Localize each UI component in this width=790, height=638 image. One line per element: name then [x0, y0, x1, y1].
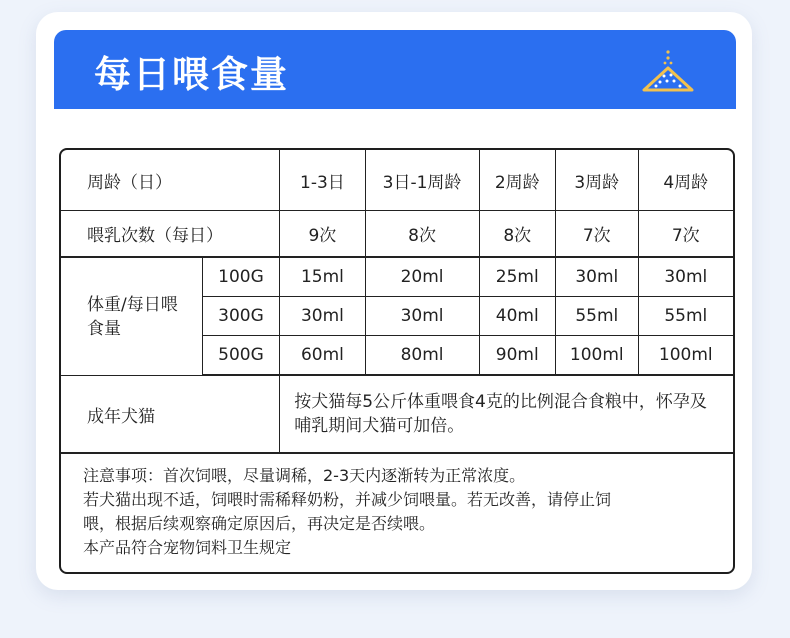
age-label: 周龄（日） — [61, 150, 280, 211]
notes-cell — [61, 454, 733, 572]
weight-label-text: 体重/每日喂食量 — [87, 294, 178, 339]
weight-row-100g — [61, 258, 733, 297]
frequency-value: 8次 — [480, 211, 557, 258]
frequency-value: 7次 — [556, 211, 639, 258]
frequency-value: 7次 — [639, 211, 733, 258]
feeding-table — [59, 148, 735, 574]
sprinkle-powder-icon — [636, 46, 700, 96]
age-col-1: 1-3日 — [280, 150, 365, 211]
adult-label: 成年犬猫 — [61, 376, 280, 454]
amount-cell: 100ml — [556, 336, 639, 376]
weight-value: 500G — [203, 336, 281, 376]
amount-cell: 60ml — [280, 336, 365, 376]
frequency-value: 8次 — [366, 211, 480, 258]
amount-cell: 30ml — [366, 297, 480, 336]
amount-cell: 30ml — [280, 297, 365, 336]
weight-value: 100G — [203, 258, 281, 297]
note-line: 喂，根据后续观察确定原因后，再决定是否续喂。 — [83, 514, 436, 533]
amount-cell: 80ml — [366, 336, 480, 376]
age-col-5: 4周龄 — [639, 150, 733, 211]
amount-cell: 100ml — [639, 336, 733, 376]
adult-row — [61, 376, 733, 454]
age-col-4: 3周龄 — [556, 150, 639, 211]
frequency-label: 喂乳次数（每日） — [61, 211, 280, 258]
note-line: 本产品符合宠物饲料卫生规定 — [83, 538, 292, 557]
amount-cell: 15ml — [280, 258, 365, 297]
feeding-frequency-row — [61, 211, 733, 258]
age-col-3: 2周龄 — [480, 150, 557, 211]
amount-cell: 55ml — [556, 297, 639, 336]
amount-cell: 30ml — [556, 258, 639, 297]
header-banner — [54, 30, 736, 109]
page-title: 每日喂食量 — [94, 53, 289, 96]
age-col-2: 3日-1周龄 — [366, 150, 480, 211]
amount-cell: 55ml — [639, 297, 733, 336]
age-header-row — [61, 150, 733, 211]
weight-value: 300G — [203, 297, 281, 336]
amount-cell: 30ml — [639, 258, 733, 297]
note-line: 注意事项：首次饲喂，尽量调稀，2-3天内逐渐转为正常浓度。 — [83, 466, 526, 485]
amount-cell: 90ml — [480, 336, 557, 376]
weight-label — [61, 258, 203, 376]
note-line: 若犬猫出现不适，饲喂时需稀释奶粉，并减少饲喂量。若无改善，请停止饲 — [83, 490, 612, 509]
amount-cell: 25ml — [480, 258, 557, 297]
amount-cell: 40ml — [480, 297, 557, 336]
frequency-value: 9次 — [280, 211, 365, 258]
notes-row — [61, 454, 733, 572]
adult-instructions: 按犬猫每5公斤体重喂食4克的比例混合食粮中，怀孕及哺乳期间犬猫可加倍。 — [280, 376, 733, 454]
amount-cell: 20ml — [366, 258, 480, 297]
